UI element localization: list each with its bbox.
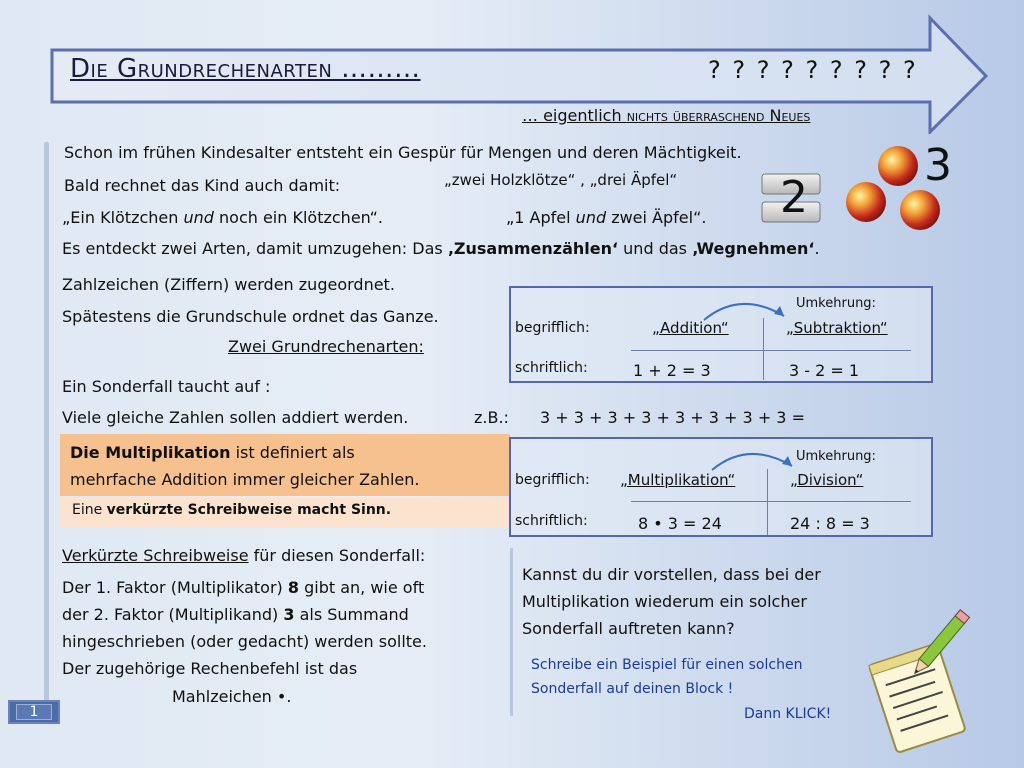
- reverse-arrow-icon: [708, 446, 798, 474]
- page-number-button[interactable]: 1: [8, 700, 60, 724]
- question-line-2: Multiplikation wiederum ein solcher: [522, 592, 807, 611]
- subtraktion-term: „Subtraktion“: [786, 319, 888, 337]
- definition-line-2: mehrfache Addition immer gleicher Zahlen.: [70, 470, 420, 489]
- begrifflich-label-add: begrifflich:: [515, 320, 590, 336]
- task-line-1: Schreibe ein Beispiel für einen solchen: [531, 657, 803, 673]
- title-question-marks: ? ? ? ? ? ? ? ? ?: [708, 56, 918, 84]
- left-divider: [44, 142, 49, 704]
- intro-line-6: Spätestens die Grundschule ordnet das Ganze.: [62, 307, 439, 326]
- intro-line-3a: „Ein Klötzchen und noch ein Klötzchen“.: [62, 208, 384, 227]
- zb-label: z.B.:: [474, 408, 509, 427]
- explanation-line-2: der 2. Faktor (Multiplikand) 3 als Summand: [62, 605, 409, 624]
- schriftlich-label-mul: schriftlich:: [515, 513, 588, 529]
- explanation-heading: Verkürzte Schreibweise für diesen Sonderfall:: [62, 546, 426, 565]
- addition-term: „Addition“: [652, 319, 729, 337]
- page-subtitle: … eigentlich nichts überraschend Neues: [522, 106, 811, 125]
- explanation-line-1: Der 1. Faktor (Multiplikator) 8 gibt an, wie oft: [62, 578, 425, 597]
- task-line-2: Sonderfall auf deinen Block !: [531, 681, 734, 697]
- sonderfall-line-1: Ein Sonderfall taucht auf :: [62, 377, 271, 396]
- page-title: Die Grundrechenarten ………: [70, 54, 421, 84]
- question-line-1: Kannst du dir vorstellen, dass bei der: [522, 565, 821, 584]
- block-count-number: 2: [780, 172, 808, 223]
- definition-line-1: Die Multiplikation ist definiert als: [70, 443, 355, 462]
- explanation-line-3: hingeschrieben (oder gedacht) werden sollte.: [62, 632, 427, 651]
- umkehrung-label-add: Umkehrung:: [796, 296, 876, 311]
- begrifflich-label-mul: begrifflich:: [515, 472, 590, 488]
- repeated-addition-example: 3 + 3 + 3 + 3 + 3 + 3 + 3 + 3 =: [540, 408, 805, 427]
- intro-line-4: Es entdeckt zwei Arten, damit umzugehen: Das ‚Zusammenzählen‘ und das ‚Wegnehmen‘.: [62, 239, 820, 258]
- explanation-line-5: Mahlzeichen •.: [172, 687, 292, 706]
- intro-line-7: Zwei Grundrechenarten:: [228, 337, 424, 356]
- intro-line-3b: „1 Apfel und zwei Äpfel“.: [506, 208, 707, 227]
- division-term: „Division“: [790, 471, 864, 489]
- definition-note: Eine verkürzte Schreibweise macht Sinn.: [72, 502, 392, 518]
- right-column-divider: [510, 548, 513, 716]
- intro-examples: „zwei Holzklötze“ , „drei Äpfel“: [444, 171, 678, 189]
- multiplikation-term: „Multiplikation“: [620, 471, 736, 489]
- addition-equation: 1 + 2 = 3: [633, 361, 711, 380]
- apple-count-number: 3: [924, 140, 952, 191]
- intro-line-2: Bald rechnet das Kind auch damit:: [64, 176, 341, 195]
- notepad-pencil-icon: [862, 604, 972, 754]
- schriftlich-label-add: schriftlich:: [515, 360, 588, 376]
- intro-line-1: Schon im frühen Kindesalter entsteht ein Gespür für Mengen und deren Mächtigkeit.: [64, 143, 742, 162]
- question-line-3: Sonderfall auftreten kann?: [522, 619, 735, 638]
- sonderfall-line-2: Viele gleiche Zahlen sollen addiert werden.: [62, 408, 409, 427]
- intro-line-5: Zahlzeichen (Ziffern) werden zugeordnet.: [62, 275, 395, 294]
- klick-prompt[interactable]: Dann KLICK!: [744, 706, 832, 722]
- umkehrung-label-mul: Umkehrung:: [796, 449, 876, 464]
- division-equation: 24 : 8 = 3: [790, 514, 870, 533]
- subtraction-equation: 3 - 2 = 1: [789, 361, 860, 380]
- multiplication-equation: 8 • 3 = 24: [638, 514, 722, 533]
- explanation-line-4: Der zugehörige Rechenbefehl ist das: [62, 659, 358, 678]
